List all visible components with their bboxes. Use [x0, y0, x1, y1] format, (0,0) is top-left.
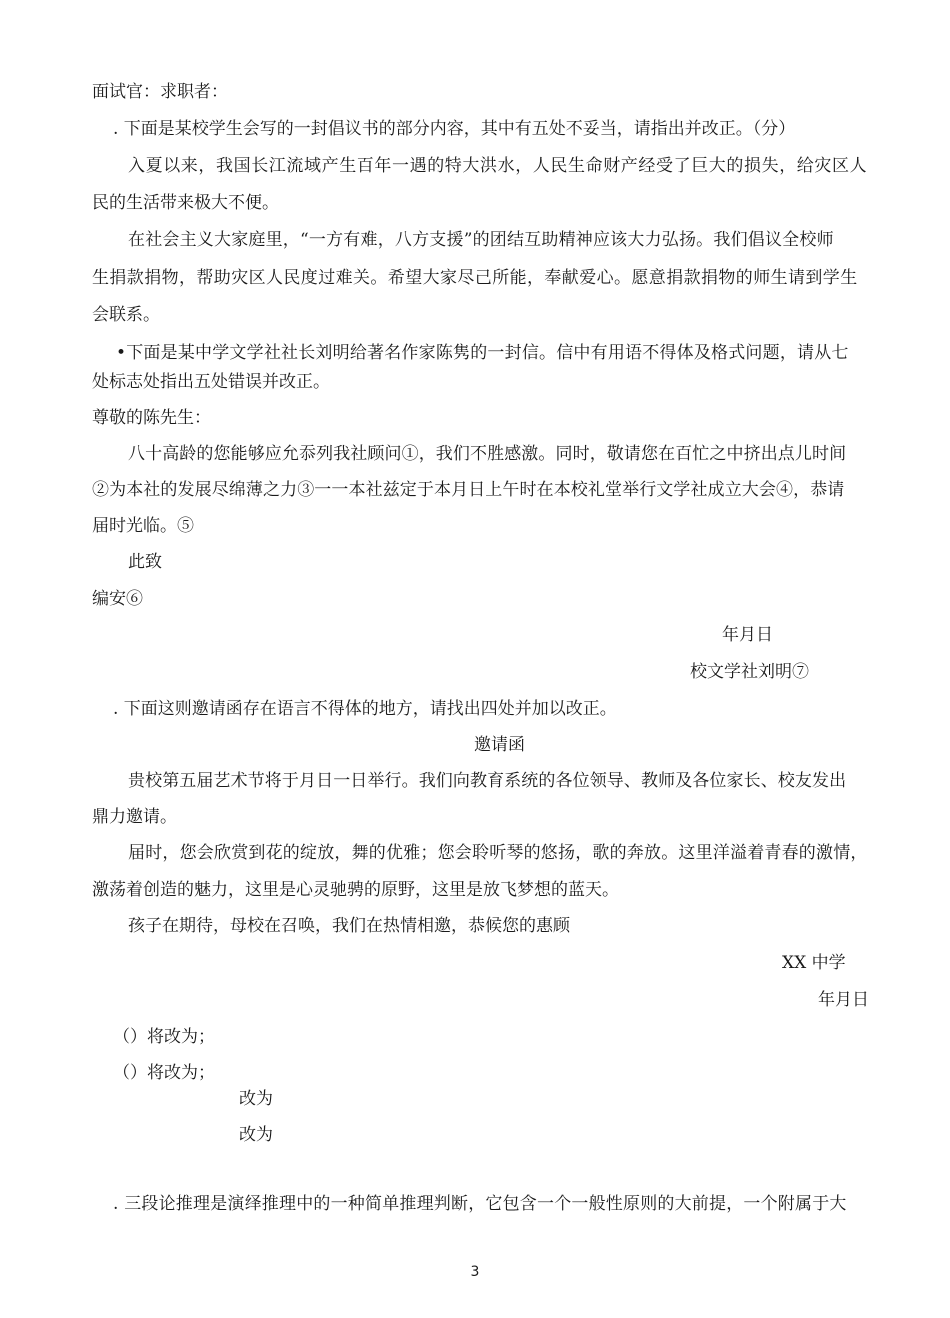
- text-line: ②为本社的发展尽绵薄之力③一一本社兹定于本月日上午时在本校礼堂举行文学社成立大会④，恭请: [92, 480, 845, 500]
- text-line: 面试官：求职者：: [92, 82, 228, 102]
- text-line: 生捐款捐物，帮助灾区人民度过难关。希望大家尽己所能，奉献爱心。愿意捐款捐物的师生请到学生: [92, 268, 858, 288]
- invitation-signature: XX 中学: [782, 953, 846, 973]
- text-line: 此致: [128, 552, 162, 572]
- text-line: 在社会主义大家庭里，“一方有难，八方支援”的团结互助精神应该大力弘扬。我们倡议全校师: [128, 230, 834, 250]
- page-number: 3: [470, 1264, 480, 1280]
- answer-line: （）将改为；: [113, 1063, 215, 1083]
- text-line: 处标志处指出五处错误并改正。: [92, 372, 330, 392]
- invitation-title: 邀请函: [474, 735, 525, 755]
- question-heading: . 三段论推理是演绎推理中的一种简单推理判断，它包含一个一般性原则的大前提，一个附属于大: [113, 1194, 847, 1214]
- text-line: 孩子在期待，母校在召唤，我们在热情相邀，恭候您的惠顾: [128, 916, 570, 936]
- answer-line: 改为: [239, 1089, 273, 1109]
- invitation-date: 年月日: [818, 990, 869, 1010]
- letter-signature: 校文学社刘明⑦: [690, 662, 809, 682]
- text-line: 民的生活带来极大不便。: [92, 193, 279, 213]
- letter-date: 年月日: [722, 625, 773, 645]
- question-heading: . 下面这则邀请函存在语言不得体的地方，请找出四处并加以改正。: [113, 699, 617, 719]
- text-line: 入夏以来，我国长江流域产生百年一遇的特大洪水，人民生命财产经受了巨大的损失，给灾区人: [128, 156, 868, 176]
- text-line: 激荡着创造的魅力，这里是心灵驰骋的原野，这里是放飞梦想的蓝天。: [92, 880, 619, 900]
- text-line: 贵校第五届艺术节将于月日一日举行。我们向教育系统的各位领导、教师及各位家长、校友发出: [128, 771, 847, 791]
- text-line: 届时光临。⑤: [92, 516, 194, 536]
- question-heading: •下面是某中学文学社社长刘明给著名作家陈隽的一封信。信中有用语不得体及格式问题，请从七: [116, 343, 849, 363]
- text-line: 鼎力邀请。: [92, 807, 177, 827]
- text-line: 会联系。: [92, 305, 160, 325]
- letter-salutation: 尊敬的陈先生：: [92, 408, 211, 428]
- text-line: 编安⑥: [92, 589, 143, 609]
- question-heading: . 下面是某校学生会写的一封倡议书的部分内容，其中有五处不妥当，请指出并改正。（分）: [113, 119, 796, 139]
- text-line: 八十高龄的您能够应允忝列我社顾问①，我们不胜感激。同时，敬请您在百忙之中挤出点儿时间: [128, 444, 847, 464]
- text-line: 届时，您会欣赏到花的绽放，舞的优雅；您会聆听琴的悠扬，歌的奔放。这里洋溢着青春的激情，: [128, 843, 868, 863]
- answer-line: （）将改为；: [113, 1027, 215, 1047]
- answer-line: 改为: [239, 1125, 273, 1145]
